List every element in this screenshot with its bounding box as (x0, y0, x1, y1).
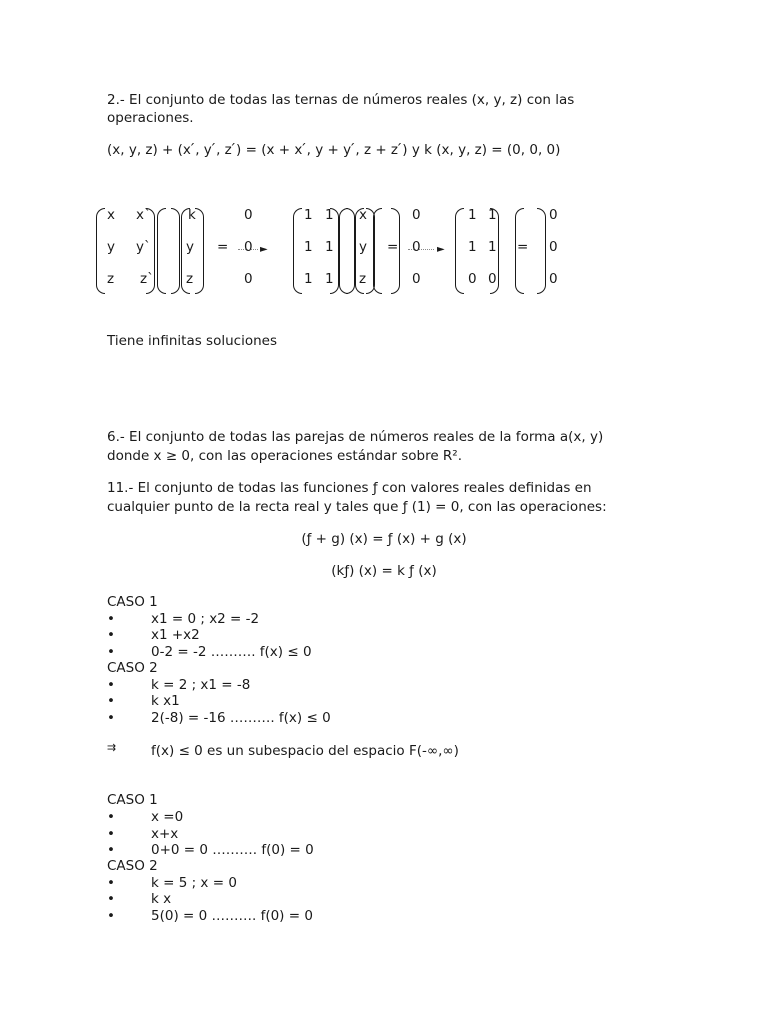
matrix1-right-paren (146, 208, 155, 294)
matrix4-left-paren (293, 208, 302, 294)
matrix6-cell: 0 (412, 207, 421, 223)
list-item-text: k x (151, 891, 172, 907)
equals-sign: = (387, 239, 399, 255)
matrix4-cell: 1 (325, 271, 334, 287)
matrix7-right-paren (490, 208, 499, 294)
matrix4-right-paren (330, 208, 339, 294)
matrix7-cell: 1 (468, 207, 477, 223)
bullet: • (107, 875, 115, 891)
matrix8-left-paren (515, 208, 524, 294)
problem11-op1: (ƒ + g) (x) = ƒ (x) + g (x) (301, 531, 467, 547)
equals-sign: = (217, 239, 229, 255)
matrix5-cell: y (359, 239, 367, 255)
matrix1-cell: x (107, 207, 115, 223)
matrix5c-left-paren (373, 208, 382, 294)
matrix1-cell: y` (136, 239, 151, 255)
matrix7-cell: 1 (488, 207, 497, 223)
matrix1-cell: y (107, 239, 115, 255)
bullet: • (107, 809, 115, 825)
arrow-right-icon: ► (437, 244, 445, 255)
matrix7-cell: 0 (488, 271, 497, 287)
matrix4-cell: 1 (325, 239, 334, 255)
list-item-text: 5(0) = 0 ………. f(0) = 0 (151, 908, 313, 924)
matrix7-left-paren (455, 208, 464, 294)
problem11-line2: cualquier punto de la recta real y tales que ƒ (1) = 0, con las operaciones: (107, 499, 607, 515)
list-item-text: k = 5 ; x = 0 (151, 875, 237, 891)
bullet: • (107, 891, 115, 907)
bullet: • (107, 611, 115, 627)
list-item-text: 2(-8) = -16 ………. f(x) ≤ 0 (151, 710, 331, 726)
arrow-shaft (238, 249, 258, 250)
matrix7-cell: 0 (468, 271, 477, 287)
matrix5-cell: z (359, 271, 367, 287)
arrow-right-icon: ► (260, 244, 268, 255)
list-item-text: x1 +x2 (151, 627, 200, 643)
matrix4-cell: 1 (304, 239, 313, 255)
section-a-case2-title: CASO 2 (107, 660, 158, 676)
matrix5-cell: x (359, 207, 367, 223)
problem2-formula: (x, y, z) + (x ́, y ́, z ́) = (x + x ́, y + y ́, z + z ́) y k (x, y, z) = (0, 0, 0) (107, 142, 561, 158)
list-item-text: x =0 (151, 809, 184, 825)
implies-icon: ⇉ (107, 741, 117, 754)
equals-sign: = (517, 239, 529, 255)
matrix7-cell: 1 (468, 239, 477, 255)
problem2-line2: operaciones. (107, 110, 194, 126)
bullet: • (107, 627, 115, 643)
matrix3-cell: 0 (244, 207, 253, 223)
bullet: • (107, 826, 115, 842)
matrix6-cell: 0 (412, 271, 421, 287)
list-item-text: k = 2 ; x1 = -8 (151, 677, 251, 693)
matrix4-cell: 1 (304, 207, 313, 223)
problem2-line1: 2.- El conjunto de todas las ternas de números reales (x, y, z) con las (107, 92, 575, 108)
bullet: • (107, 908, 115, 924)
matrix6-cell: 0 (412, 239, 421, 255)
list-item-text: x1 = 0 ; x2 = -2 (151, 611, 260, 627)
section-a-case1-title: CASO 1 (107, 594, 158, 610)
section-b-case1-title: CASO 1 (107, 792, 158, 808)
matrix8-cell: 0 (549, 239, 558, 255)
matrix1-cell: z` (140, 271, 154, 287)
matrix-empty-right-paren (171, 208, 180, 294)
matrix1-cell: x` (136, 207, 151, 223)
conclusion-text: f(x) ≤ 0 es un subespacio del espacio F(-∞,∞) (151, 743, 459, 759)
matrix-empty-left-paren (157, 208, 166, 294)
matrix1-cell: z (107, 271, 115, 287)
matrix7-cell: 1 (488, 239, 497, 255)
matrix4-cell: 1 (325, 207, 334, 223)
bullet: • (107, 693, 115, 709)
bullet: • (107, 644, 115, 660)
matrix1-left-paren (96, 208, 105, 294)
matrix8-right-paren (537, 208, 546, 294)
matrix2-right-paren (195, 208, 204, 294)
matrix5c-right-paren (391, 208, 400, 294)
bullet: • (107, 842, 115, 858)
matrix3-cell: 0 (244, 239, 253, 255)
problem6-line2: donde x ≥ 0, con las operaciones estándar sobre R². (107, 448, 463, 464)
matrix5-right-paren (346, 208, 355, 294)
problem11-line1: 11.- El conjunto de todas las funciones ƒ con valores reales definidas en (107, 480, 592, 496)
matrix8-cell: 0 (549, 271, 558, 287)
matrix4-cell: 1 (304, 271, 313, 287)
list-item-text: k x1 (151, 693, 180, 709)
list-item-text: x+x (151, 826, 179, 842)
problem6-line1: 6.- El conjunto de todas las parejas de números reales de la forma a(x, y) (107, 429, 604, 445)
arrow-shaft (408, 249, 434, 250)
matrix2-cell: k (188, 207, 196, 223)
matrix2-cell: z (186, 271, 194, 287)
section-b-case2-title: CASO 2 (107, 858, 158, 874)
list-item-text: 0+0 = 0 ………. f(0) = 0 (151, 842, 314, 858)
matrix3-cell: 0 (244, 271, 253, 287)
bullet: • (107, 677, 115, 693)
problem11-op2: (kƒ) (x) = k ƒ (x) (331, 563, 437, 579)
matrix2-cell: y (186, 239, 194, 255)
problem2-result: Tiene infinitas soluciones (107, 333, 277, 349)
bullet: • (107, 710, 115, 726)
list-item-text: 0-2 = -2 ………. f(x) ≤ 0 (151, 644, 312, 660)
matrix8-cell: 0 (549, 207, 558, 223)
